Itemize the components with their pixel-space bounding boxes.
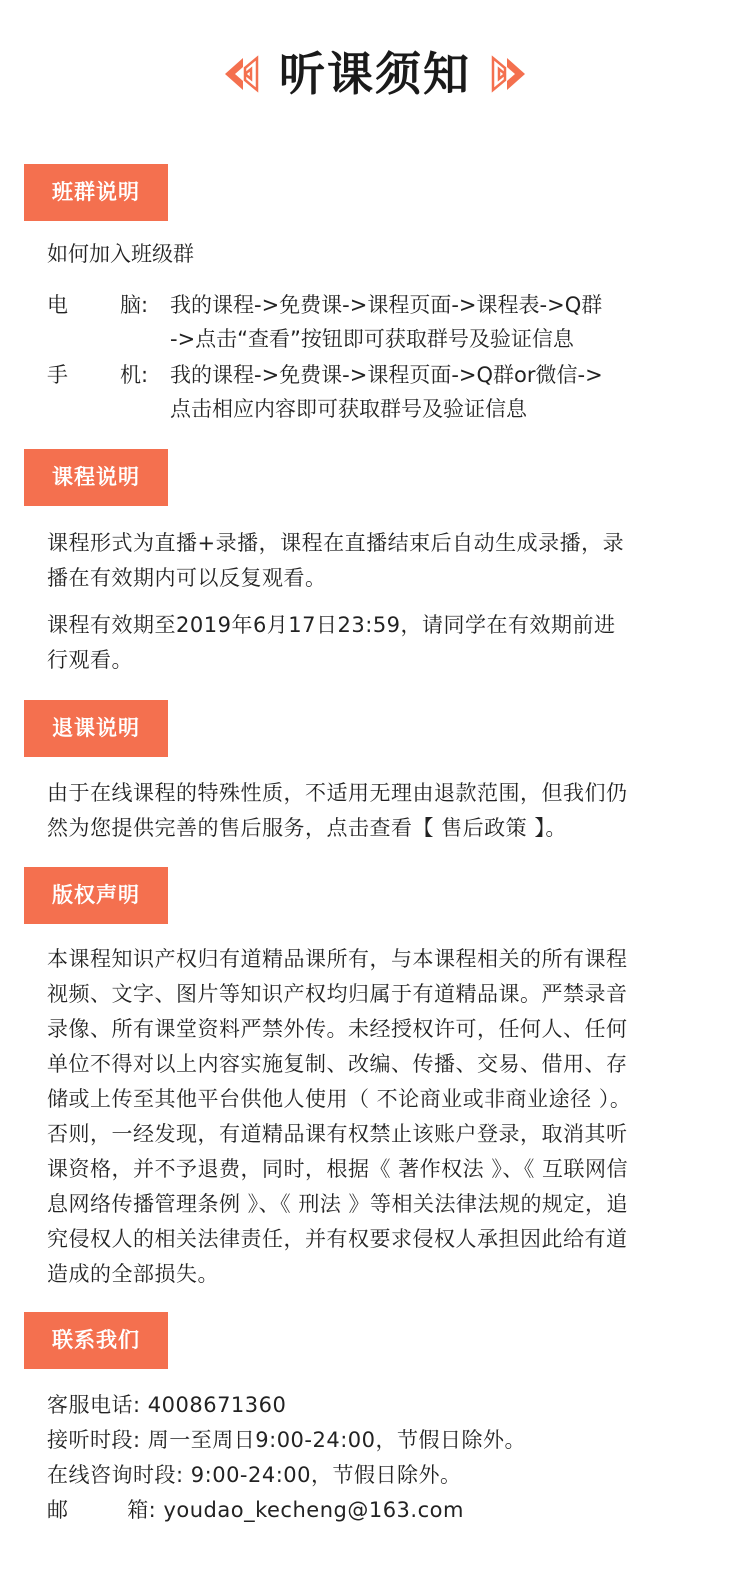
phone-value[interactable]: 4008671360 [147,1393,287,1417]
refund-line-2: 然为您提供完善的售后服务，点击查看【 售后政策 】。 [47,816,567,840]
section-tag-contact: 联系我们 [24,1312,168,1369]
email-label-2: 箱: [127,1498,157,1522]
section-tag-class-group: 班群说明 [24,164,168,221]
class-group-subhead: 如何加入班级群 [47,242,194,266]
mobile-instructions-cont [47,392,711,427]
pc-instructions-cont [47,322,711,357]
double-chevron-right-icon [491,54,529,94]
copyright-line: 否则，一经发现，有道精品课有权禁止该账户登录，取消其听 [47,1122,628,1146]
copyright-line: 课资格，并不予退费，同时，根据《 著作权法 》、《 互联网信 [47,1157,629,1181]
pc-line-2: ->点击“查看”按钮即可获取群号及验证信息 [170,327,574,351]
copyright-line: 究侵权人的相关法律责任，并有权要求侵权人承担因此给有道 [47,1227,628,1251]
course-p2-line-2: 行观看。 [47,648,133,672]
mobile-line-2: 点击相应内容即可获取群号及验证信息 [170,397,527,421]
contact-phone [47,1388,286,1423]
page-header [0,38,750,110]
copyright-line: 视频、文字、图片等知识产权均归属于有道精品课。严禁录音 [47,982,628,1006]
email-label-1: 邮 [47,1498,69,1522]
copyright-line: 储或上传至其他平台供他人使用（ 不论商业或非商业途径 ）。 [47,1087,632,1111]
copyright-line: 本课程知识产权归有道精品课所有，与本课程相关的所有课程 [47,947,628,971]
double-chevron-left-icon [221,54,259,94]
page-title: 听课须知 [279,47,471,101]
mobile-instructions [47,358,711,393]
contact-hours [47,1423,526,1458]
refund-line-1: 由于在线课程的特殊性质，不适用无理由退款范围，但我们仍 [47,781,628,805]
consult-label: 在线咨询时段: [47,1463,184,1487]
mobile-label-1: 手 [47,363,68,387]
copyright-line: 造成的全部损失。 [47,1262,219,1286]
section-tag-course: 课程说明 [24,449,168,506]
course-p1-line-1: 课程形式为直播+录播，课程在直播结束后自动生成录播，录 [47,531,625,555]
copyright-line: 录像、所有课堂资料严禁外传。未经授权许可，任何人、任何 [47,1017,628,1041]
section-tag-copyright: 版权声明 [24,867,168,924]
mobile-line-1: 我的课程->免费课->课程页面->Q群or微信-> [170,363,603,387]
course-p1-line-2: 播在有效期内可以反复观看。 [47,566,327,590]
pc-instructions [47,288,711,323]
email-value[interactable]: youdao_kecheng@163.com [163,1498,464,1522]
pc-line-1: 我的课程->免费课->课程页面->课程表->Q群 [170,293,603,317]
course-p2-line-1: 课程有效期至2019年6月17日23:59，请同学在有效期前进 [47,613,616,637]
section-tag-refund: 退课说明 [24,700,168,757]
contact-consult [47,1458,462,1493]
copyright-line: 息网络传播管理条例 》、《 刑法 》等相关法律法规的规定，追 [47,1192,629,1216]
contact-email [47,1493,464,1528]
copyright-line: 单位不得对以上内容实施复制、改编、传播、交易、借用、存 [47,1052,628,1076]
pc-label-1: 电 [47,293,68,317]
hours-value: 周一至周日9:00-24:00，节假日除外。 [147,1428,527,1452]
mobile-label-2: 机: [120,363,149,387]
hours-label: 接听时段: [47,1428,141,1452]
phone-label: 客服电话: [47,1393,141,1417]
consult-value: 9:00-24:00，节假日除外。 [190,1463,462,1487]
pc-label-2: 脑: [120,293,149,317]
